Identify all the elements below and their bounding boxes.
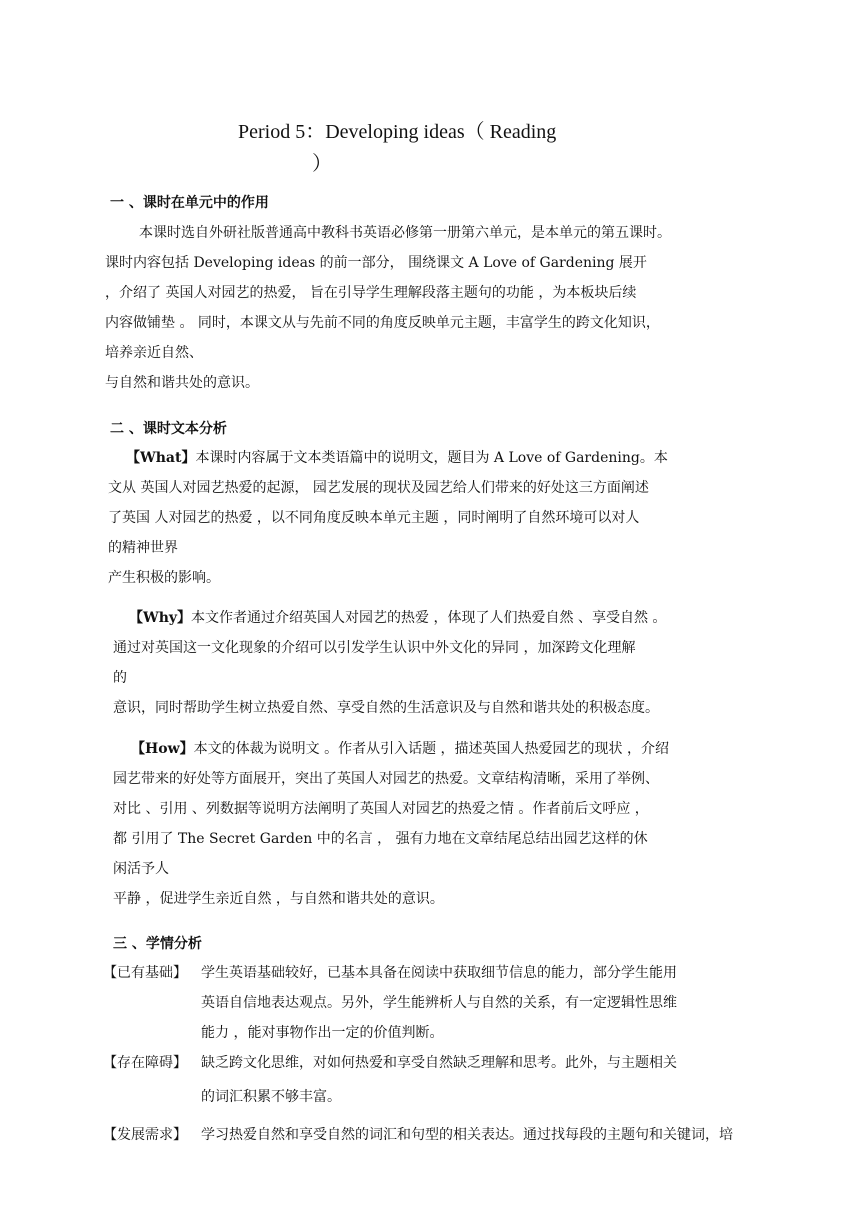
page-title: Period 5：Developing ideas（ Reading <box>238 121 557 143</box>
paragraph-line: 意识，同时帮助学生树立热爱自然、享受自然的生活意识及与自然和谐共处的积极态度。 <box>113 700 659 716</box>
paragraph-line: 产生积极的影响。 <box>108 570 220 586</box>
paragraph-line: 学生英语基础较好，已基本具备在阅读中获取细节信息的能力，部分学生能用 <box>201 965 677 981</box>
paragraph-line: 本文作者通过介绍英国人对园艺的热爱 ，体现了人们热爱自然 、享受自然 。 <box>191 610 667 626</box>
paragraph-line: 的 <box>113 670 127 686</box>
paragraph-line: 的词汇积累不够丰富。 <box>201 1089 341 1105</box>
paragraph-line: 缺乏跨文化思维，对如何热爱和享受自然缺乏理解和思考。此外，与主题相关 <box>201 1055 677 1071</box>
paragraph-line: 能力 ，能对事物作出一定的价值判断。 <box>201 1025 444 1041</box>
paragraph-line: 内容做铺垫 。 同时，本课文从与先前不同的角度反映单元主题，丰富学生的跨文化知识， <box>105 315 660 331</box>
section-heading-learner-analysis: 三 、学情分析 <box>113 936 202 952</box>
paragraph-line: ，介绍了 英国人对园艺的热爱， 旨在引导学生理解段落主题句的功能 ，为本板块后续 <box>105 285 637 301</box>
obstacles-tag: 【存在障碍】 <box>103 1055 187 1071</box>
paragraph-line: 都 引用了 The Secret Garden 中的名言 ， 强有力地在文章结尾总结出园艺这样的休 <box>113 831 648 847</box>
paragraph-line: 英语自信地表达观点。另外，学生能辨析人与自然的关系，有一定逻辑性思维 <box>201 995 677 1011</box>
paragraph-line: 学习热爱自然和享受自然的词汇和句型的相关表达。通过找每段的主题句和关键词，培 <box>201 1127 733 1143</box>
paragraph-line: 对比 、引用 、列数据等说明方法阐明了英国人对园艺的热爱之情 。作者前后文呼应 ， <box>113 801 649 817</box>
existing-basis-tag: 【已有基础】 <box>103 965 187 981</box>
page-title-continuation: ） <box>312 153 332 175</box>
paragraph-line: 闲活予人 <box>113 861 169 877</box>
why-paragraph-first-line <box>129 611 666 625</box>
paragraph-line: 文从 英国人对园艺热爱的起源， 园艺发展的现状及园艺给人们带来的好处这三方面阐述 <box>108 480 649 496</box>
how-tag: 【How】 <box>131 741 194 757</box>
paragraph-line: 课时内容包括 Developing ideas 的前一部分， 围绕课文 A Love of Gardening 展开 <box>105 255 647 271</box>
paragraph-line: 的精神世界 <box>108 540 178 556</box>
paragraph-line: 了英国 人对园艺的热爱 ，以不同角度反映本单元主题 ，同时阐明了自然环境可以对人 <box>108 510 640 526</box>
why-tag: 【Why】 <box>129 610 192 626</box>
paragraph-line: 本课时内容属于文本类语篇中的说明文，题目为 A Love of Gardening。本 <box>195 450 668 466</box>
how-paragraph-first-line <box>131 742 669 756</box>
paragraph-line: 通过对英国这一文化现象的介绍可以引发学生认识中外文化的异同 ，加深跨文化理解 <box>113 640 636 656</box>
what-tag: 【What】 <box>126 450 196 466</box>
paragraph-line: 本文的体裁为说明文 。作者从引入话题 ，描述英国人热爱园艺的现状 ，介绍 <box>193 741 669 757</box>
development-needs-tag: 【发展需求】 <box>103 1127 187 1143</box>
paragraph-line: 本课时选自外研社版普通高中教科书英语必修第一册第六单元，是本单元的第五课时。 <box>139 225 671 241</box>
section-heading-text-analysis: 二 、课时文本分析 <box>110 421 227 437</box>
paragraph-line: 园艺带来的好处等方面展开，突出了英国人对园艺的热爱。文章结构清晰，采用了举例、 <box>113 771 659 787</box>
paragraph-line: 与自然和谐共处的意识。 <box>105 375 259 391</box>
what-paragraph-first-line <box>126 451 668 465</box>
paragraph-line: 培养亲近自然、 <box>105 345 203 361</box>
section-heading-role: 一 、课时在单元中的作用 <box>110 195 269 211</box>
paragraph-line: 平静 ，促进学生亲近自然 ，与自然和谐共处的意识。 <box>113 891 444 907</box>
